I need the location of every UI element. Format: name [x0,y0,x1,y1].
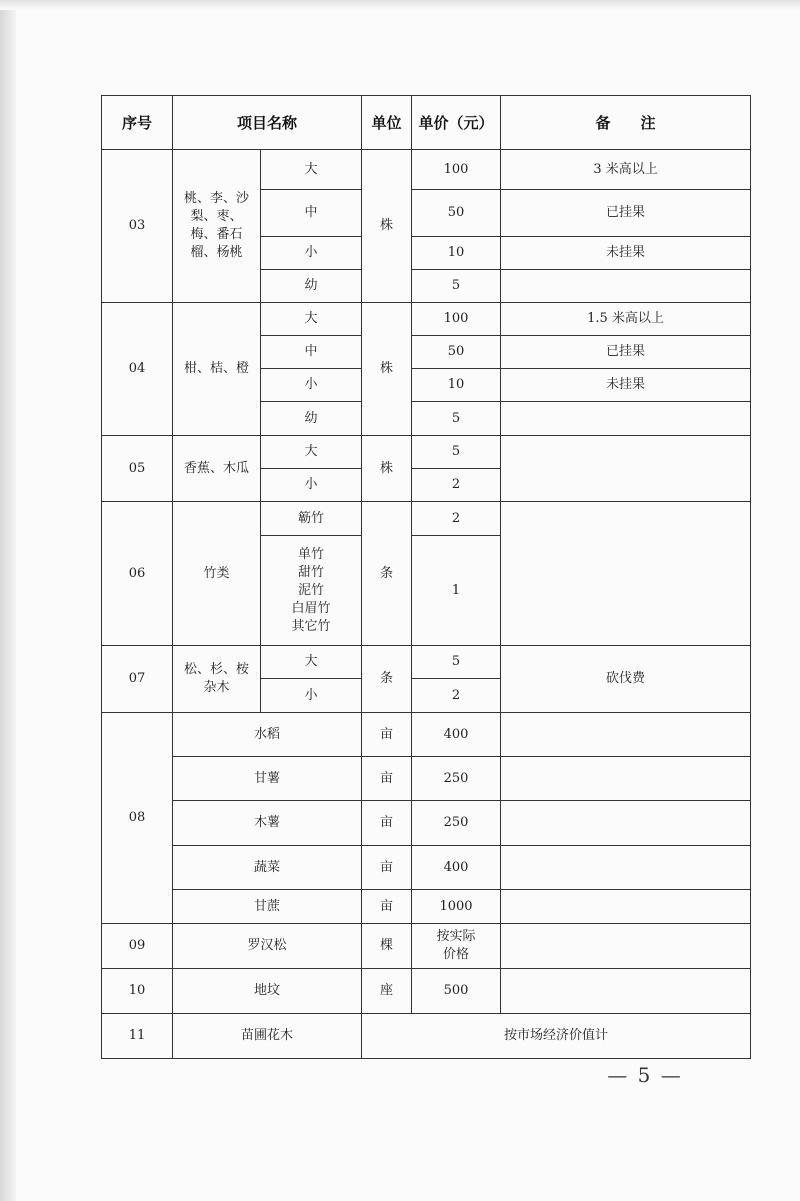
unit-cell: 亩 [362,757,412,801]
seq-cell: 09 [102,924,173,969]
unit-cell: 亩 [362,801,412,846]
item-name-cell: 竹类 [173,502,261,646]
remark-cell: 未挂果 [501,369,751,402]
price-cell: 按实际 价格 [412,924,501,969]
unit-cell: 亩 [362,890,412,924]
item-name-cell: 地坟 [173,969,362,1014]
size-cell: 小 [261,469,362,502]
seq-cell: 04 [102,303,173,436]
table-row [102,924,751,969]
remark-cell: 已挂果 [501,336,751,369]
remark-cell: 已挂果 [501,190,751,237]
item-name-cell: 甘薯 [173,757,362,801]
unit-cell: 株 [362,303,412,436]
item-name-cell: 松、杉、桉杂木 [173,646,261,713]
remark-cell [501,713,751,757]
item-name-cell: 木薯 [173,801,362,846]
table-row [102,1014,751,1059]
seq-cell: 11 [102,1014,173,1059]
item-name-cell: 桃、李、沙梨、枣、梅、番石榴、杨桃 [173,150,261,303]
price-cell: 50 [412,190,501,237]
merged-note-cell: 按市场经济价值计 [362,1014,751,1059]
remark-cell [501,270,751,303]
table-row [102,646,751,679]
seq-cell: 06 [102,502,173,646]
price-cell: 10 [412,369,501,402]
page-number: — 5 — [607,1063,683,1087]
size-cell: 单竹 甜竹 泥竹 白眉竹 其它竹 [261,536,362,646]
header-item-name: 项目名称 [173,96,362,150]
price-cell: 250 [412,757,501,801]
item-name-cell: 水稻 [173,713,362,757]
price-cell: 1 [412,536,501,646]
remark-cell [501,757,751,801]
unit-cell: 亩 [362,713,412,757]
price-cell: 1000 [412,890,501,924]
price-cell: 5 [412,270,501,303]
size-cell: 中 [261,336,362,369]
remark-cell [501,890,751,924]
page-edge-shadow [0,0,16,1201]
price-cell: 2 [412,502,501,536]
seq-cell: 03 [102,150,173,303]
size-cell: 小 [261,237,362,270]
seq-cell: 10 [102,969,173,1014]
table-row [102,969,751,1014]
table-header-row [102,96,751,150]
remark-cell [501,846,751,890]
remark-cell [501,924,751,969]
remark-cell [501,436,751,502]
header-price: 单价（元） [412,96,501,150]
page-top-shadow [0,0,800,10]
price-cell: 5 [412,646,501,679]
price-cell: 400 [412,846,501,890]
seq-cell: 07 [102,646,173,713]
remark-cell [501,502,751,646]
price-cell: 2 [412,679,501,713]
header-unit: 单位 [362,96,412,150]
compensation-table [101,95,751,1059]
table-row [102,890,751,924]
item-name-cell: 柑、桔、橙 [173,303,261,436]
table-row [102,303,751,336]
remark-cell [501,801,751,846]
item-name-cell: 甘蔗 [173,890,362,924]
unit-cell: 座 [362,969,412,1014]
item-name-cell: 苗圃花木 [173,1014,362,1059]
table-row [102,846,751,890]
table-row [102,757,751,801]
size-cell: 大 [261,303,362,336]
price-cell: 100 [412,150,501,190]
unit-cell: 棵 [362,924,412,969]
size-cell: 幼 [261,402,362,436]
remark-cell [501,969,751,1014]
remark-cell: 未挂果 [501,237,751,270]
seq-cell: 05 [102,436,173,502]
table-row [102,801,751,846]
size-cell: 幼 [261,270,362,303]
remark-cell: 砍伐费 [501,646,751,713]
size-cell: 小 [261,679,362,713]
remark-cell: 1.5 米高以上 [501,303,751,336]
table-row [102,150,751,190]
unit-cell: 株 [362,150,412,303]
size-cell: 大 [261,436,362,469]
item-name-cell: 蔬菜 [173,846,362,890]
price-cell: 400 [412,713,501,757]
price-cell: 100 [412,303,501,336]
unit-cell: 株 [362,436,412,502]
price-cell: 250 [412,801,501,846]
size-cell: 小 [261,369,362,402]
size-cell: 中 [261,190,362,237]
price-cell: 2 [412,469,501,502]
table-row [102,713,751,757]
price-cell: 5 [412,402,501,436]
unit-cell: 条 [362,502,412,646]
remark-cell [501,402,751,436]
item-name-cell: 香蕉、木瓜 [173,436,261,502]
unit-cell: 亩 [362,846,412,890]
price-cell: 10 [412,237,501,270]
header-seq: 序号 [102,96,173,150]
table-row [102,502,751,536]
table-row [102,436,751,469]
remark-cell: 3 米高以上 [501,150,751,190]
size-cell: 大 [261,646,362,679]
seq-cell: 08 [102,713,173,924]
header-remark: 备 注 [501,96,751,150]
price-cell: 500 [412,969,501,1014]
size-cell: 大 [261,150,362,190]
price-cell: 5 [412,436,501,469]
size-cell: 簕竹 [261,502,362,536]
unit-cell: 条 [362,646,412,713]
item-name-cell: 罗汉松 [173,924,362,969]
price-cell: 50 [412,336,501,369]
